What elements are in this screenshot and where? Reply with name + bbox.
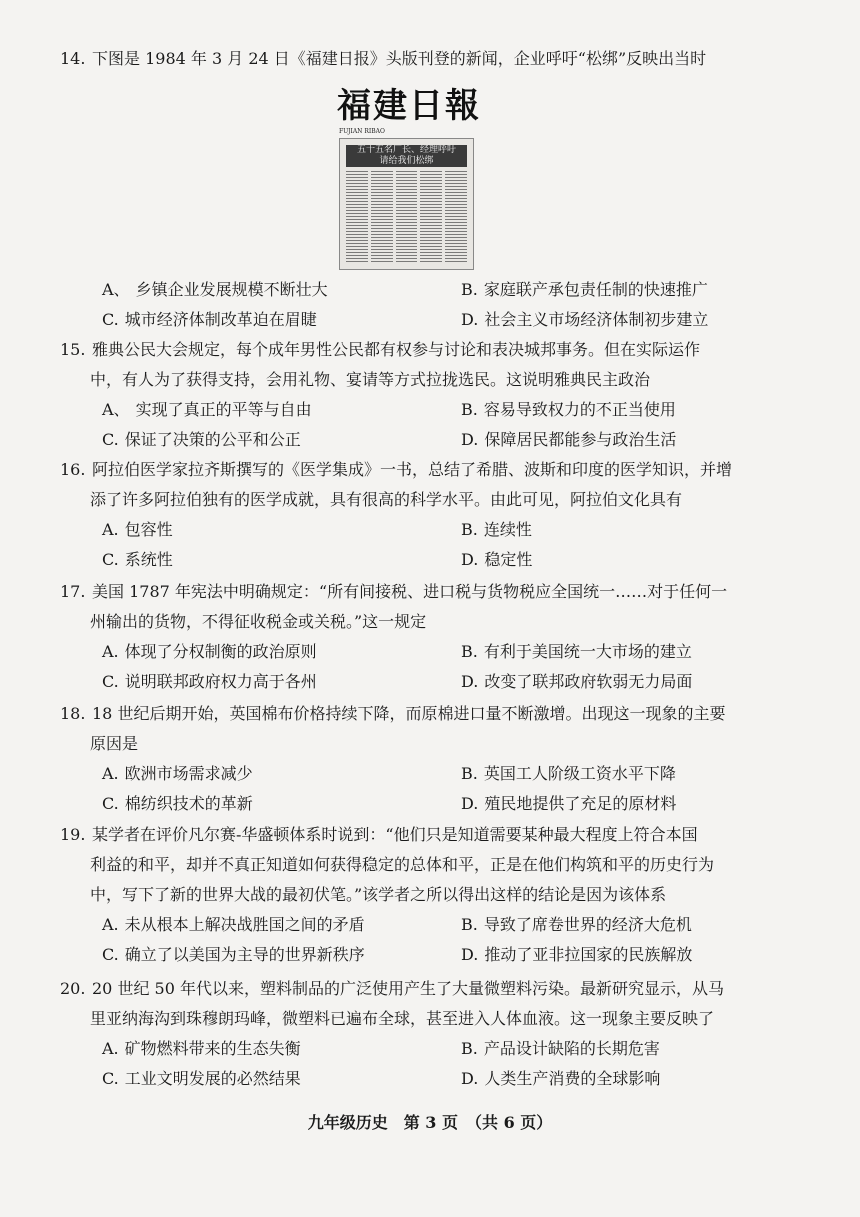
option-a[interactable]: A、 乡镇企业发展规模不断壮大 — [102, 280, 328, 299]
option-row — [60, 545, 800, 575]
option-row — [60, 305, 800, 335]
question-number: 19. — [60, 825, 86, 844]
question-number: 18. — [60, 704, 86, 723]
option-c[interactable]: C. 棉纺织技术的革新 — [102, 794, 253, 813]
option-d[interactable]: D. 推动了亚非拉国家的民族解放 — [461, 945, 693, 964]
option-a[interactable]: A. 矿物燃料带来的生态失衡 — [102, 1039, 301, 1058]
option-b[interactable]: B. 有利于美国统一大市场的建立 — [461, 642, 692, 661]
option-a[interactable]: A. 欧洲市场需求减少 — [102, 764, 253, 783]
question-18: 18. 18 世纪后期开始，英国棉布价格持续下降，而原棉进口量不断激增。出现这一现象的主要 原因是 A. 欧洲市场需求减少 B. 英国工人阶级工资水平下降 C. 棉纺织技术的革新 D. 殖民地提供了充足的原材料 — [60, 699, 800, 819]
option-row — [60, 637, 800, 667]
question-14-options — [60, 275, 800, 335]
option-b[interactable]: B. 容易导致权力的不正当使用 — [461, 400, 676, 419]
question-19: 19. 某学者在评价凡尔赛-华盛顿体系时说到：“他们只是知道需要某种最大程度上符合本国 利益的和平，却并不真正知道如何获得稳定的总体和平，正是在他们构筑和平的历史行为 中，写下了新的世界大战的最初伏笔。”该学者之所以得出这样的结论是因为该体系 A. 未从根本上解决战胜国之间的矛盾 B. 导致了席卷世界的经济大危机 C. 确立了以美国为主导的世界新秩序 D. 推动了亚非拉国家的民族解放 — [60, 820, 800, 970]
question-stem: 16. 阿拉伯医学家拉齐斯撰写的《医学集成》一书，总结了希腊、波斯和印度的医学知识，并增 — [60, 455, 800, 485]
question-stem: 19. 某学者在评价凡尔赛-华盛顿体系时说到：“他们只是知道需要某种最大程度上符合本国 — [60, 820, 800, 850]
question-number: 20. — [60, 979, 86, 998]
option-row — [60, 425, 800, 455]
option-row — [60, 940, 800, 970]
page-footer: 九年级历史 第 3 页 （共 6 页） — [307, 1113, 553, 1132]
option-c[interactable]: C. 说明联邦政府权力高于各州 — [102, 672, 317, 691]
question-16: 16. 阿拉伯医学家拉齐斯撰写的《医学集成》一书，总结了希腊、波斯和印度的医学知识，并增 添了许多阿拉伯独有的医学成就，具有很高的科学水平。由此可见，阿拉伯文化具有 A. 包容性 B. 连续性 C. 系统性 D. 稳定性 — [60, 455, 800, 575]
option-d[interactable]: D. 社会主义市场经济体制初步建立 — [461, 310, 709, 329]
option-d[interactable]: D. 殖民地提供了充足的原材料 — [461, 794, 677, 813]
option-a[interactable]: A. 体现了分权制衡的政治原则 — [102, 642, 317, 661]
newspaper-image — [337, 86, 481, 272]
text-column — [396, 171, 418, 263]
question-number: 17. — [60, 582, 86, 601]
option-row — [60, 789, 800, 819]
option-c[interactable]: C. 系统性 — [102, 550, 173, 569]
question-number: 15. — [60, 340, 86, 359]
question-stem: 15. 雅典公民大会规定，每个成年男性公民都有权参与讨论和表决城邦事务。但在实际运作 — [60, 335, 800, 365]
question-number: 14. — [60, 49, 86, 68]
option-d[interactable]: D. 人类生产消费的全球影响 — [461, 1069, 661, 1088]
option-a[interactable]: A、 实现了真正的平等与自由 — [102, 400, 312, 419]
option-row — [60, 667, 800, 697]
option-a[interactable]: A. 未从根本上解决战胜国之间的矛盾 — [102, 915, 365, 934]
option-c[interactable]: C. 保证了决策的公平和公正 — [102, 430, 301, 449]
option-row — [60, 275, 800, 305]
option-d[interactable]: D. 保障居民都能参与政治生活 — [461, 430, 677, 449]
question-stem: 20. 20 世纪 50 年代以来，塑料制品的广泛使用产生了大量微塑料污染。最新研究显示，从马 — [60, 974, 800, 1004]
option-c[interactable]: C. 城市经济体制改革迫在眉睫 — [102, 310, 317, 329]
option-b[interactable]: B. 导致了席卷世界的经济大危机 — [461, 915, 692, 934]
question-15: 15. 雅典公民大会规定，每个成年男性公民都有权参与讨论和表决城邦事务。但在实际运作 中，有人为了获得支持，会用礼物、宴请等方式拉拢选民。这说明雅典民主政治 A、 实现了真正的平等与自由 B. 容易导致权力的不正当使用 C. 保证了决策的公平和公正 D. 保障居民都能参与政治生活 — [60, 335, 800, 455]
newspaper-columns — [346, 171, 467, 263]
newspaper-clipping — [339, 138, 474, 270]
option-row — [60, 1064, 800, 1094]
option-d[interactable]: D. 改变了联邦政府软弱无力局面 — [461, 672, 693, 691]
option-c[interactable]: C. 确立了以美国为主导的世界新秩序 — [102, 945, 365, 964]
option-row — [60, 759, 800, 789]
question-stem: 17. 美国 1787 年宪法中明确规定：“所有间接税、进口税与货物税应全国统一……对于任何一 — [60, 577, 800, 607]
option-row — [60, 395, 800, 425]
text-column — [420, 171, 442, 263]
question-number: 16. — [60, 460, 86, 479]
newspaper-masthead: 福建日報 — [337, 86, 481, 126]
option-d[interactable]: D. 稳定性 — [461, 550, 533, 569]
option-row — [60, 910, 800, 940]
option-a[interactable]: A. 包容性 — [102, 520, 173, 539]
newspaper-subline: FUJIAN RIBAO — [339, 128, 385, 135]
option-row — [60, 1034, 800, 1064]
question-20: 20. 20 世纪 50 年代以来，塑料制品的广泛使用产生了大量微塑料污染。最新研究显示，从马 里亚纳海沟到珠穆朗玛峰，微塑料已遍布全球，甚至进入人体血液。这一现象主要反映了 A. 矿物燃料带来的生态失衡 B. 产品设计缺陷的长期危害 C. 工业文明发展的必然结果 D. 人类生产消费的全球影响 — [60, 974, 800, 1094]
option-c[interactable]: C. 工业文明发展的必然结果 — [102, 1069, 301, 1088]
text-column — [346, 171, 368, 263]
question-stem: 18. 18 世纪后期开始，英国棉布价格持续下降，而原棉进口量不断激增。出现这一现象的主要 — [60, 699, 800, 729]
option-b[interactable]: B. 连续性 — [461, 520, 532, 539]
option-b[interactable]: B. 家庭联产承包责任制的快速推广 — [461, 280, 708, 299]
option-b[interactable]: B. 英国工人阶级工资水平下降 — [461, 764, 676, 783]
question-14 — [60, 44, 800, 74]
option-row — [60, 515, 800, 545]
text-column — [445, 171, 467, 263]
question-17: 17. 美国 1787 年宪法中明确规定：“所有间接税、进口税与货物税应全国统一……对于任何一 州输出的货物，不得征收税金或关税。”这一规定 A. 体现了分权制衡的政治原则 B. 有利于美国统一大市场的建立 C. 说明联邦政府权力高于各州 D. 改变了联邦政府软弱无力局面 — [60, 577, 800, 697]
newspaper-headline: 五十五名厂长、经理呼吁 请给我们松绑 — [346, 145, 467, 167]
text-column — [371, 171, 393, 263]
option-b[interactable]: B. 产品设计缺陷的长期危害 — [461, 1039, 660, 1058]
question-stem: 14. 下图是 1984 年 3 月 24 日《福建日报》头版刊登的新闻，企业呼吁“松绑”反映出当时 — [60, 44, 800, 74]
